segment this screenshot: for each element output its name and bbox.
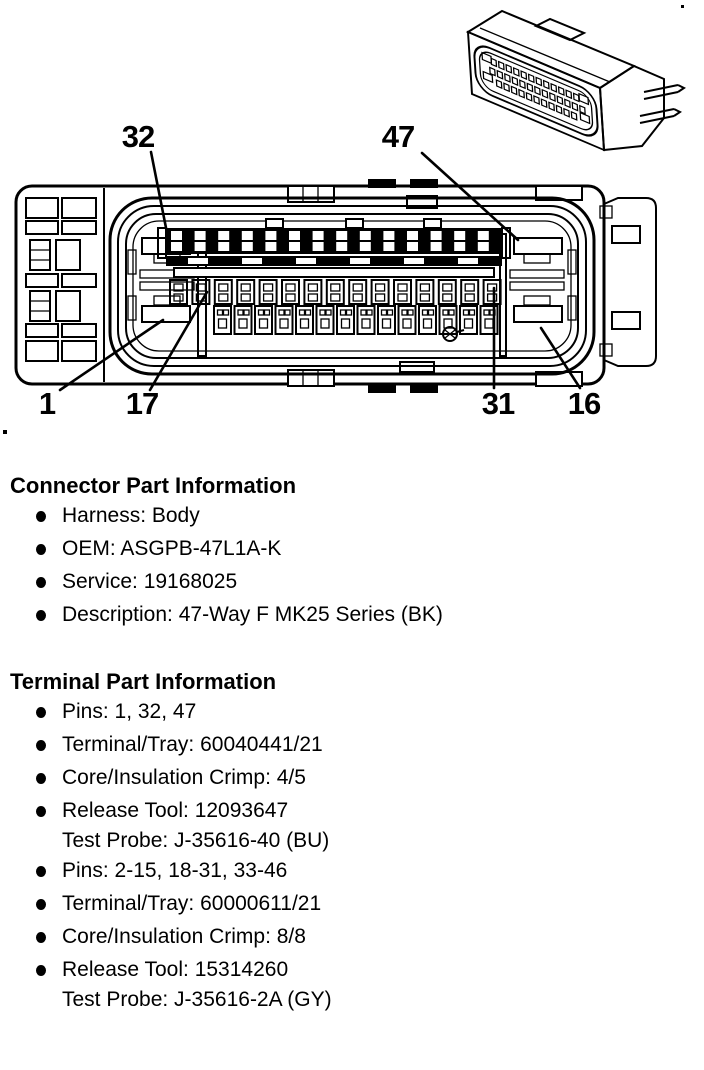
list-item bbox=[10, 728, 670, 761]
terminal-cavity bbox=[280, 319, 288, 328]
terminal-cavity bbox=[331, 294, 340, 301]
item-text: Pins: 2-15, 18-31, 33-46 bbox=[62, 859, 288, 882]
terminal-group-2 bbox=[10, 854, 670, 986]
terminal-cavity bbox=[362, 319, 370, 328]
terminal-cavity bbox=[260, 319, 268, 328]
section-heading: Terminal Part Information bbox=[10, 669, 277, 694]
terminal-cavity bbox=[511, 86, 516, 94]
terminal-cavity bbox=[565, 99, 570, 107]
terminal-cavity bbox=[320, 310, 325, 315]
pin-callout-17: 17 bbox=[125, 386, 159, 421]
terminal-cavity bbox=[443, 294, 452, 301]
terminal-cavity bbox=[321, 319, 329, 328]
terminal-cavity bbox=[300, 310, 305, 315]
terminal-cavity bbox=[308, 284, 317, 291]
terminal-cavity bbox=[285, 310, 290, 315]
terminal-cavity bbox=[195, 231, 206, 240]
terminal-cavity bbox=[454, 231, 465, 240]
bullet-icon bbox=[36, 707, 46, 718]
terminal-cavity bbox=[529, 74, 534, 82]
terminal-cavity bbox=[408, 310, 413, 315]
terminal-cavity bbox=[521, 71, 526, 79]
terminal-cavity bbox=[296, 258, 316, 264]
terminal-cavity bbox=[542, 90, 547, 98]
terminal-cavity bbox=[286, 294, 295, 301]
terminal-cavity bbox=[551, 84, 556, 92]
stray-dot bbox=[3, 430, 7, 434]
terminal-cavity bbox=[564, 109, 569, 117]
terminal-cavity bbox=[520, 80, 525, 88]
terminal-cavity bbox=[504, 83, 509, 91]
terminal-cavity bbox=[470, 310, 475, 315]
terminal-cavity bbox=[383, 319, 391, 328]
terminal-cavity bbox=[465, 284, 474, 291]
terminal-cavity bbox=[242, 231, 253, 240]
terminal-cavity bbox=[350, 258, 370, 264]
list-item bbox=[10, 499, 670, 532]
stray-dot bbox=[681, 5, 684, 8]
terminal-cavity bbox=[544, 81, 549, 89]
list-item bbox=[10, 532, 670, 565]
terminal-cavity bbox=[443, 310, 448, 315]
terminal-cavity bbox=[464, 310, 469, 315]
terminal-cavity bbox=[572, 102, 577, 110]
terminal-cavity bbox=[174, 294, 183, 301]
terminal-cavity bbox=[535, 87, 540, 95]
terminal-cavity bbox=[556, 105, 561, 113]
terminal-cavity bbox=[429, 310, 434, 315]
list-item bbox=[10, 695, 670, 728]
bullet-icon bbox=[36, 773, 46, 784]
terminal-cavity bbox=[536, 77, 541, 85]
terminal-cavity bbox=[512, 77, 517, 85]
bullet-icon bbox=[36, 806, 46, 817]
list-item bbox=[10, 761, 670, 794]
connector-face-view bbox=[16, 152, 656, 393]
terminal-cavity bbox=[526, 93, 531, 101]
terminal-cavity bbox=[342, 319, 350, 328]
terminal-cavity bbox=[360, 242, 371, 251]
terminal-cavity bbox=[527, 83, 532, 91]
bullet-icon bbox=[36, 544, 46, 555]
continuation-line: Test Probe: J-35616-2A (GY) bbox=[62, 988, 332, 1011]
terminal-cavity bbox=[289, 242, 300, 251]
item-text: OEM: ASGPB-47L1A-K bbox=[62, 537, 282, 560]
terminal-cavity bbox=[403, 319, 411, 328]
right-extension-detail bbox=[600, 198, 656, 366]
item-text: Description: 47-Way F MK25 Series (BK) bbox=[62, 603, 443, 626]
list-item bbox=[10, 953, 670, 986]
terminal-cavity bbox=[361, 310, 366, 315]
terminal-cavity bbox=[454, 242, 465, 251]
item-text: Terminal/Tray: 60040441/21 bbox=[62, 733, 323, 756]
terminal-cavity bbox=[326, 310, 331, 315]
terminal-cavity bbox=[218, 242, 229, 251]
terminal-cavity bbox=[398, 294, 407, 301]
pin-callout-47: 47 bbox=[381, 119, 415, 154]
terminal-cavity bbox=[398, 284, 407, 291]
item-text: Release Tool: 15314260 bbox=[62, 958, 289, 981]
terminal-cavity bbox=[402, 310, 407, 315]
terminal-cavity bbox=[341, 310, 346, 315]
terminal-cavity bbox=[485, 319, 493, 328]
terminal-cavity bbox=[265, 242, 276, 251]
pin-callout-1: 1 bbox=[38, 386, 56, 421]
terminal-cavity bbox=[279, 310, 284, 315]
terminal-cavity bbox=[308, 294, 317, 301]
terminal-cavity bbox=[347, 310, 352, 315]
terminal-cavity bbox=[388, 310, 393, 315]
connector-isometric-thumbnail-icon bbox=[468, 11, 684, 150]
terminal-cavity bbox=[239, 319, 247, 328]
terminal-cavity bbox=[259, 310, 264, 315]
right-cavity-cluster bbox=[500, 234, 576, 356]
terminal-cavity bbox=[383, 231, 394, 240]
terminal-cavity bbox=[195, 242, 206, 251]
item-text: Core/Insulation Crimp: 4/5 bbox=[62, 766, 306, 789]
pin-callout-32: 32 bbox=[121, 119, 155, 154]
terminal-cavity bbox=[313, 231, 324, 240]
terminal-cavity bbox=[171, 231, 182, 240]
terminal-cavity bbox=[353, 294, 362, 301]
terminal-cavity bbox=[506, 65, 511, 73]
terminal-cavity bbox=[242, 242, 253, 251]
list-item bbox=[10, 598, 670, 631]
terminal-cavity bbox=[420, 284, 429, 291]
terminal-cavity bbox=[301, 319, 309, 328]
terminal-cavity bbox=[241, 294, 250, 301]
pin-callout-31: 31 bbox=[481, 386, 515, 421]
terminal-cavity bbox=[289, 231, 300, 240]
terminal-cavity bbox=[465, 319, 473, 328]
terminal-cavity bbox=[431, 231, 442, 240]
terminal-cavity bbox=[219, 319, 227, 328]
section-heading: Connector Part Information bbox=[10, 473, 297, 498]
terminal-cavity bbox=[566, 90, 571, 98]
terminal-cavity bbox=[242, 258, 262, 264]
terminal-field bbox=[158, 219, 510, 341]
list-item bbox=[10, 794, 670, 827]
left-endcap-detail bbox=[26, 198, 96, 361]
bullet-icon bbox=[36, 610, 46, 621]
list-item bbox=[10, 887, 670, 920]
bullet-icon bbox=[36, 511, 46, 522]
terminal-cavity bbox=[244, 310, 249, 315]
terminal-cavity bbox=[241, 284, 250, 291]
terminal-cavity bbox=[407, 231, 418, 240]
terminal-cavity bbox=[431, 242, 442, 251]
terminal-cavity bbox=[424, 319, 432, 328]
item-text: Core/Insulation Crimp: 8/8 bbox=[62, 925, 306, 948]
terminal-cavity bbox=[571, 112, 576, 120]
terminal-cavity bbox=[423, 310, 428, 315]
terminal-cavity bbox=[534, 96, 539, 104]
bullet-icon bbox=[36, 866, 46, 877]
item-text: Harness: Body bbox=[62, 504, 200, 527]
terminal-cavity bbox=[219, 294, 228, 301]
terminal-part-information-section bbox=[10, 668, 670, 1013]
terminal-cavity bbox=[382, 310, 387, 315]
item-text: Pins: 1, 32, 47 bbox=[62, 700, 197, 723]
terminal-cavity bbox=[383, 242, 394, 251]
terminal-cavity bbox=[519, 90, 524, 98]
terminal-cavity bbox=[407, 242, 418, 251]
item-text: Release Tool: 12093647 bbox=[62, 799, 289, 822]
terminal-cavity bbox=[541, 99, 546, 107]
terminal-cavity bbox=[449, 310, 454, 315]
list-item bbox=[10, 854, 670, 887]
terminal-cavity bbox=[458, 258, 478, 264]
terminal-cavity bbox=[286, 284, 295, 291]
connector-part-information-section bbox=[10, 472, 670, 631]
terminal-cavity bbox=[238, 310, 243, 315]
bullet-icon bbox=[36, 932, 46, 943]
terminal-cavity bbox=[367, 310, 372, 315]
terminal-cavity bbox=[376, 284, 385, 291]
terminal-cavity bbox=[360, 231, 371, 240]
terminal-cavity bbox=[336, 242, 347, 251]
terminal-cavity bbox=[306, 310, 311, 315]
terminal-cavity bbox=[549, 102, 554, 110]
terminal-cavity bbox=[496, 80, 501, 88]
terminal-cavity bbox=[505, 74, 510, 82]
item-text: Terminal/Tray: 60000611/21 bbox=[62, 892, 322, 915]
terminal-cavity bbox=[478, 231, 489, 240]
terminal-cavity bbox=[219, 284, 228, 291]
bullet-icon bbox=[36, 965, 46, 976]
list-item bbox=[10, 920, 670, 953]
pin-callout-16: 16 bbox=[567, 386, 601, 421]
terminal-cavity bbox=[559, 87, 564, 95]
terminal-group-1 bbox=[10, 695, 670, 827]
terminal-cavity bbox=[331, 284, 340, 291]
terminal-cavity bbox=[465, 294, 474, 301]
body-edge-tabs bbox=[288, 179, 582, 393]
terminal-cavity bbox=[420, 294, 429, 301]
terminal-cavity bbox=[264, 284, 273, 291]
terminal-cavity bbox=[264, 294, 273, 301]
terminal-cavity bbox=[188, 258, 208, 264]
continuation-line: Test Probe: J-35616-40 (BU) bbox=[62, 829, 330, 852]
terminal-cavity bbox=[218, 231, 229, 240]
terminal-cavity bbox=[353, 284, 362, 291]
item-text: Service: 19168025 bbox=[62, 570, 238, 593]
terminal-cavity bbox=[171, 242, 182, 251]
terminal-cavity bbox=[404, 258, 424, 264]
terminal-cavity bbox=[499, 62, 504, 70]
list-item bbox=[10, 565, 670, 598]
terminal-cavity bbox=[224, 310, 229, 315]
bullet-icon bbox=[36, 899, 46, 910]
terminal-cavity bbox=[336, 231, 347, 240]
terminal-cavity bbox=[557, 96, 562, 104]
terminal-cavity bbox=[265, 231, 276, 240]
terminal-cavity bbox=[313, 242, 324, 251]
terminal-cavity bbox=[218, 310, 223, 315]
terminal-cavity bbox=[376, 294, 385, 301]
terminal-cavity bbox=[478, 242, 489, 251]
terminal-cavity bbox=[514, 68, 519, 76]
terminal-cavity bbox=[497, 71, 502, 79]
terminal-cavity bbox=[265, 310, 270, 315]
terminal-cavity bbox=[484, 310, 489, 315]
terminal-cavity bbox=[574, 93, 579, 101]
bullet-icon bbox=[36, 577, 46, 588]
terminal-cavity bbox=[550, 93, 555, 101]
bullet-icon bbox=[36, 740, 46, 751]
terminal-cavity bbox=[443, 284, 452, 291]
